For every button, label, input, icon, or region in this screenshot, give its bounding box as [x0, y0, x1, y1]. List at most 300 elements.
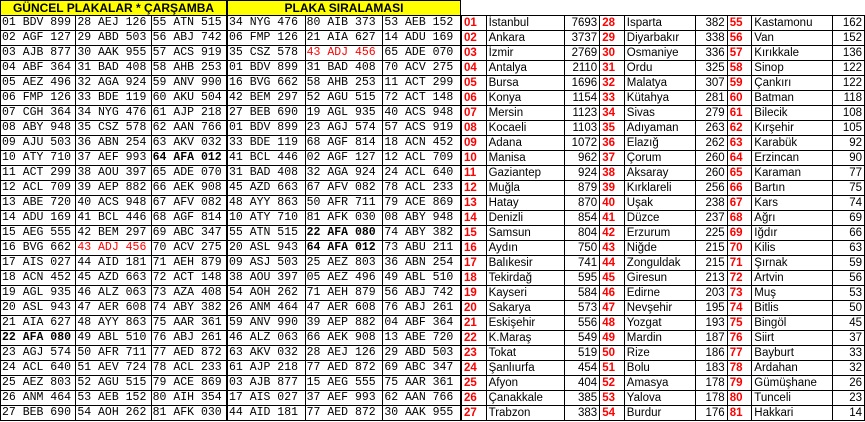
plate-number-cell: 29 — [600, 31, 625, 46]
plate-number-cell: 80 — [727, 391, 752, 406]
plate-code-cell: 10 ATY 710 — [228, 211, 306, 226]
table-row — [228, 46, 461, 61]
plate-code-cell: 79 ACE 869 — [151, 376, 226, 391]
plate-code-cell: 14 ADU 169 — [383, 31, 461, 46]
plate-code-cell: 05 AEZ 496 — [1, 76, 76, 91]
plate-code-cell: 68 AGF 814 — [305, 136, 383, 151]
plate-count-cell: 584 — [564, 286, 599, 301]
province-name-cell: Bilecik — [752, 106, 832, 121]
province-name-cell: Karabük — [752, 136, 832, 151]
plate-code-cell: 57 ACS 919 — [383, 121, 461, 136]
plate-count-cell: 69 — [832, 211, 864, 226]
plate-count-cell: 1123 — [564, 106, 599, 121]
plate-code-cell: 20 ASL 943 — [228, 241, 306, 256]
province-name-cell: Kastamonu — [752, 16, 832, 31]
province-name-cell: Elazığ — [624, 136, 695, 151]
plate-code-cell: 01 BDV 899 — [1, 16, 76, 31]
plate-count-cell: 26 — [832, 376, 864, 391]
plate-number-cell: 39 — [600, 181, 625, 196]
plate-count-cell: 77 — [832, 166, 864, 181]
plate-count-cell: 203 — [695, 286, 727, 301]
plate-number-cell: 11 — [462, 166, 487, 181]
province-name-cell: Artvin — [752, 271, 832, 286]
plate-count-cell: 14 — [832, 406, 864, 421]
table-row — [228, 226, 461, 241]
plate-number-cell: 64 — [727, 151, 752, 166]
plate-count-cell: 193 — [695, 316, 727, 331]
plate-code-cell: 33 BDE 119 — [76, 91, 151, 106]
plate-code-cell: 26 ANM 464 — [1, 391, 76, 406]
plate-number-cell: 62 — [727, 121, 752, 136]
plate-code-cell: 19 AGL 935 — [1, 286, 76, 301]
plate-count-cell: 307 — [695, 76, 727, 91]
table-row — [228, 241, 461, 256]
plate-number-cell: 34 — [600, 106, 625, 121]
province-name-cell: Bursa — [486, 76, 564, 91]
plate-number-cell: 05 — [462, 76, 487, 91]
plate-number-cell: 71 — [727, 256, 752, 271]
plate-count-cell: 1696 — [564, 76, 599, 91]
table-row — [462, 166, 865, 181]
plate-code-cell: 14 ADU 169 — [1, 211, 76, 226]
plate-code-cell: 57 ACS 919 — [151, 46, 226, 61]
table-row — [228, 106, 461, 121]
table-row — [228, 256, 461, 271]
plate-code-cell: 74 ABY 382 — [383, 226, 461, 241]
province-name-cell: İstanbul — [486, 16, 564, 31]
plate-code-cell: 55 ATN 515 — [228, 226, 306, 241]
province-name-cell: Afyon — [486, 376, 564, 391]
table-row — [462, 361, 865, 376]
plate-number-cell: 46 — [600, 286, 625, 301]
plate-number-cell: 28 — [600, 16, 625, 31]
plate-code-cell: 18 ACN 452 — [1, 271, 76, 286]
plate-number-cell: 79 — [727, 376, 752, 391]
plate-number-cell: 02 — [462, 31, 487, 46]
plate-number-cell: 26 — [462, 391, 487, 406]
plate-code-cell: 48 AYY 863 — [228, 196, 306, 211]
plate-code-cell: 31 BAD 408 — [305, 61, 383, 76]
plate-code-cell: 70 ACV 275 — [383, 61, 461, 76]
plate-count-cell: 183 — [695, 361, 727, 376]
province-name-cell: Kars — [752, 196, 832, 211]
plate-number-cell: 17 — [462, 256, 487, 271]
plate-count-cell: 63 — [832, 241, 864, 256]
plate-code-cell: 07 CGH 364 — [1, 106, 76, 121]
province-name-cell: Isparta — [624, 16, 695, 31]
plate-count-cell: 136 — [832, 46, 864, 61]
plate-number-cell: 72 — [727, 271, 752, 286]
plate-count-cell: 225 — [695, 226, 727, 241]
table-row — [462, 16, 865, 31]
plate-code-cell: 62 AAN 766 — [383, 391, 461, 406]
plate-code-cell: 12 ACL 709 — [1, 181, 76, 196]
plate-code-cell: 25 AEZ 803 — [305, 256, 383, 271]
plate-code-cell: 53 AEB 152 — [383, 16, 461, 31]
plate-code-cell: 70 ACV 275 — [151, 241, 226, 256]
table-row — [1, 376, 227, 391]
plate-code-cell: 29 ABD 503 — [383, 346, 461, 361]
plate-number-cell: 78 — [727, 361, 752, 376]
plate-code-cell: 32 AGA 924 — [76, 76, 151, 91]
plate-code-cell: 42 BEM 297 — [76, 226, 151, 241]
plate-code-cell: 41 BCL 446 — [228, 151, 306, 166]
plate-number-cell: 74 — [727, 301, 752, 316]
table-row — [462, 301, 865, 316]
plate-code-cell: 49 ABL 510 — [76, 331, 151, 346]
plate-code-cell: 59 ANV 990 — [151, 76, 226, 91]
table-row — [1, 91, 227, 106]
plate-count-cell: 870 — [564, 196, 599, 211]
plate-code-cell: 52 AGU 515 — [76, 376, 151, 391]
plate-code-cell: 64 AFA 012 — [305, 241, 383, 256]
table-row — [1, 256, 227, 271]
plate-number-cell: 44 — [600, 256, 625, 271]
plate-count-cell: 45 — [832, 316, 864, 331]
plate-code-cell: 58 AHB 253 — [151, 61, 226, 76]
province-name-cell: Konya — [486, 91, 564, 106]
province-name-cell: Ağrı — [752, 211, 832, 226]
table-row — [1, 16, 227, 31]
province-name-cell: Hatay — [486, 196, 564, 211]
table-row — [1, 61, 227, 76]
table-row — [462, 331, 865, 346]
province-name-cell: Erzincan — [752, 151, 832, 166]
plate-code-cell: 47 AER 608 — [76, 301, 151, 316]
plate-number-cell: 60 — [727, 91, 752, 106]
plate-code-cell: 75 AAR 361 — [151, 316, 226, 331]
plate-code-cell: 61 AJP 218 — [228, 361, 306, 376]
province-name-cell: Sivas — [624, 106, 695, 121]
plate-code-cell: 39 AEP 882 — [305, 316, 383, 331]
plate-number-cell: 15 — [462, 226, 487, 241]
plate-code-cell: 02 AGF 127 — [305, 151, 383, 166]
table-row — [462, 256, 865, 271]
province-name-cell: Mardin — [624, 331, 695, 346]
plate-count-cell: 879 — [564, 181, 599, 196]
province-name-cell: Balıkesir — [486, 256, 564, 271]
plate-code-cell: 36 ABN 254 — [76, 136, 151, 151]
plate-count-cell: 56 — [832, 271, 864, 286]
province-name-cell: Ardahan — [752, 361, 832, 376]
plate-count-cell: 105 — [832, 121, 864, 136]
plate-number-cell: 75 — [727, 316, 752, 331]
province-name-cell: Amasya — [624, 376, 695, 391]
plate-code-cell: 46 ALZ 063 — [76, 286, 151, 301]
table-row — [1, 121, 227, 136]
province-name-cell: Kırşehir — [752, 121, 832, 136]
plate-number-cell: 41 — [600, 211, 625, 226]
plate-code-cell: 19 AGL 935 — [305, 106, 383, 121]
plate-code-cell: 21 AIA 627 — [1, 316, 76, 331]
table-row — [462, 31, 865, 46]
province-name-cell: Uşak — [624, 196, 695, 211]
plate-count-cell: 338 — [695, 31, 727, 46]
plate-code-cell: 72 ACT 148 — [383, 91, 461, 106]
province-name-cell: Gümüşhane — [752, 376, 832, 391]
plate-code-cell: 17 AIS 027 — [1, 256, 76, 271]
province-name-cell: Nevşehir — [624, 301, 695, 316]
plate-code-cell: 33 BDE 119 — [228, 136, 306, 151]
table-row — [1, 301, 227, 316]
plate-code-cell: 31 BAD 408 — [228, 166, 306, 181]
plate-code-cell: 35 CSZ 578 — [228, 46, 306, 61]
plate-code-cell: 67 AFV 082 — [151, 196, 226, 211]
plate-number-cell: 76 — [727, 331, 752, 346]
plate-number-cell: 81 — [727, 406, 752, 421]
table-row — [462, 151, 865, 166]
table-row — [462, 406, 865, 421]
plate-number-cell: 22 — [462, 331, 487, 346]
plate-code-cell: 54 AOH 262 — [76, 406, 151, 421]
plate-number-cell: 45 — [600, 271, 625, 286]
province-name-cell: Manisa — [486, 151, 564, 166]
plate-code-cell: 13 ABE 720 — [383, 331, 461, 346]
plate-number-cell: 73 — [727, 286, 752, 301]
table-row — [228, 376, 461, 391]
table-row — [228, 91, 461, 106]
plate-number-cell: 56 — [727, 31, 752, 46]
province-name-cell: Trabzon — [486, 406, 564, 421]
plate-code-cell: 24 ACL 640 — [383, 166, 461, 181]
plate-count-cell: 50 — [832, 301, 864, 316]
table-row — [228, 61, 461, 76]
table-row — [228, 346, 461, 361]
plate-code-cell: 66 AEK 908 — [151, 181, 226, 196]
plate-code-cell: 31 BAD 408 — [76, 61, 151, 76]
plate-count-cell: 1103 — [564, 121, 599, 136]
plate-code-cell: 22 AFA 080 — [1, 331, 76, 346]
plate-code-cell: 79 ACE 869 — [383, 196, 461, 211]
province-name-cell: Bingöl — [752, 316, 832, 331]
province-name-cell: Aydın — [486, 241, 564, 256]
plate-count-cell: 187 — [695, 331, 727, 346]
province-name-cell: Malatya — [624, 76, 695, 91]
table-row — [1, 241, 227, 256]
plate-code-cell: 71 AEH 879 — [305, 286, 383, 301]
plate-count-cell: 804 — [564, 226, 599, 241]
plate-code-cell: 30 AAK 955 — [76, 46, 151, 61]
province-name-cell: Şırnak — [752, 256, 832, 271]
plate-number-cell: 01 — [462, 16, 487, 31]
table-row — [462, 61, 865, 76]
plate-code-cell: 81 AFK 030 — [305, 211, 383, 226]
plate-number-cell: 35 — [600, 121, 625, 136]
plate-number-cell: 27 — [462, 406, 487, 421]
plate-code-cell: 26 ANM 464 — [228, 301, 306, 316]
plate-number-cell: 58 — [727, 61, 752, 76]
plate-count-cell: 454 — [564, 361, 599, 376]
table-row — [462, 391, 865, 406]
plate-number-cell: 23 — [462, 346, 487, 361]
plate-code-cell: 11 ACT 299 — [383, 76, 461, 91]
table-row — [228, 151, 461, 166]
table-row — [462, 241, 865, 256]
table-row — [228, 301, 461, 316]
plate-code-cell: 06 FMP 126 — [228, 31, 306, 46]
plate-number-cell: 09 — [462, 136, 487, 151]
plate-code-cell: 55 ATN 515 — [151, 16, 226, 31]
plate-count-cell: 924 — [564, 166, 599, 181]
table-row — [1, 331, 227, 346]
plate-code-cell: 58 AHB 253 — [305, 76, 383, 91]
plate-count-cell: 37 — [832, 331, 864, 346]
plate-code-cell: 69 ABC 347 — [151, 226, 226, 241]
plate-number-cell: 47 — [600, 301, 625, 316]
province-name-cell: Osmaniye — [624, 46, 695, 61]
table-row — [228, 31, 461, 46]
table-row — [228, 166, 461, 181]
table-row — [462, 106, 865, 121]
table-row — [462, 76, 865, 91]
table-row — [1, 151, 227, 166]
province-name-cell: Kayseri — [486, 286, 564, 301]
plate-number-cell: 19 — [462, 286, 487, 301]
plate-number-cell: 32 — [600, 76, 625, 91]
plate-count-cell: 75 — [832, 181, 864, 196]
table-row — [1, 226, 227, 241]
plate-code-cell: 80 AIH 354 — [151, 391, 226, 406]
plate-count-cell: 238 — [695, 196, 727, 211]
plate-code-cell: 27 BEB 690 — [228, 106, 306, 121]
plate-number-cell: 33 — [600, 91, 625, 106]
plate-code-cell: 65 ADE 070 — [151, 166, 226, 181]
province-name-cell: Erzurum — [624, 226, 695, 241]
plate-count-cell: 195 — [695, 301, 727, 316]
plate-count-cell: 325 — [695, 61, 727, 76]
plate-code-cell: 56 ABJ 742 — [151, 31, 226, 46]
plate-code-cell: 75 AAR 361 — [383, 376, 461, 391]
plate-count-cell: 573 — [564, 301, 599, 316]
plate-code-cell: 52 AGU 515 — [305, 91, 383, 106]
plate-code-cell: 59 ANV 990 — [228, 316, 306, 331]
plate-number-cell: 37 — [600, 151, 625, 166]
plate-code-cell: 47 AER 608 — [305, 301, 383, 316]
plate-count-cell: 750 — [564, 241, 599, 256]
plate-number-cell: 63 — [727, 136, 752, 151]
header-current-plates: GÜNCEL PLAKALAR * ÇARŞAMBA — [0, 0, 227, 16]
plate-code-cell: 68 AGF 814 — [151, 211, 226, 226]
province-name-cell: İzmir — [486, 46, 564, 61]
plate-count-cell: 549 — [564, 331, 599, 346]
plate-code-cell: 20 ASL 943 — [1, 301, 76, 316]
plate-number-cell: 38 — [600, 166, 625, 181]
plate-code-cell: 24 ACL 640 — [1, 361, 76, 376]
plate-code-cell: 06 FMP 126 — [1, 91, 76, 106]
plate-count-cell: 3737 — [564, 31, 599, 46]
province-name-cell: Yalova — [624, 391, 695, 406]
plate-code-cell: 15 AEG 555 — [305, 376, 383, 391]
header-plate-ranking: PLAKA SIRALAMASI — [227, 0, 461, 16]
table-row — [1, 361, 227, 376]
table-row — [228, 196, 461, 211]
plate-code-cell: 01 BDV 899 — [228, 121, 306, 136]
plate-count-cell: 178 — [695, 391, 727, 406]
table-row — [228, 271, 461, 286]
plate-code-cell: 28 AEJ 126 — [76, 16, 151, 31]
province-name-cell: Düzce — [624, 211, 695, 226]
province-name-cell: Kocaeli — [486, 121, 564, 136]
current-plates-table — [0, 15, 227, 421]
plate-code-cell: 77 AED 872 — [151, 346, 226, 361]
plate-count-cell: 53 — [832, 286, 864, 301]
plate-code-cell: 50 AFR 711 — [305, 196, 383, 211]
plate-code-cell: 22 AFA 080 — [305, 226, 383, 241]
province-name-cell: Tokat — [486, 346, 564, 361]
table-row — [462, 211, 865, 226]
table-row — [462, 286, 865, 301]
plate-code-cell: 03 AJB 877 — [228, 376, 306, 391]
plate-code-cell: 43 ADJ 456 — [76, 241, 151, 256]
province-name-cell: Zonguldak — [624, 256, 695, 271]
plate-number-cell: 24 — [462, 361, 487, 376]
plate-code-cell: 71 AEH 879 — [151, 256, 226, 271]
plate-count-cell: 176 — [695, 406, 727, 421]
plate-count-cell: 32 — [832, 361, 864, 376]
plate-code-cell: 23 AGJ 574 — [305, 121, 383, 136]
plate-code-cell: 37 AEF 993 — [305, 391, 383, 406]
table-row — [1, 181, 227, 196]
plate-number-cell: 20 — [462, 301, 487, 316]
plate-code-cell: 34 NYG 476 — [228, 16, 306, 31]
plate-code-cell: 18 ACN 452 — [383, 136, 461, 151]
province-name-cell: Kütahya — [624, 91, 695, 106]
plate-count-cell: 74 — [832, 196, 864, 211]
plate-count-cell: 122 — [832, 61, 864, 76]
plate-code-cell: 44 AID 181 — [76, 256, 151, 271]
table-row — [228, 136, 461, 151]
table-row — [1, 391, 227, 406]
table-row — [1, 136, 227, 151]
plate-number-cell: 70 — [727, 241, 752, 256]
plate-code-cell: 67 AFV 082 — [305, 181, 383, 196]
plate-code-cell: 34 NYG 476 — [76, 106, 151, 121]
plate-count-cell: 215 — [695, 256, 727, 271]
province-name-cell: Aksaray — [624, 166, 695, 181]
plate-count-cell: 33 — [832, 346, 864, 361]
province-name-cell: Diyarbakır — [624, 31, 695, 46]
plate-code-cell: 29 ABD 503 — [76, 31, 151, 46]
province-name-cell: Bayburt — [752, 346, 832, 361]
plate-count-cell: 213 — [695, 271, 727, 286]
table-row — [1, 166, 227, 181]
plate-number-cell: 25 — [462, 376, 487, 391]
plate-number-cell: 06 — [462, 91, 487, 106]
table-row — [228, 16, 461, 31]
plate-code-cell: 16 BVG 662 — [228, 76, 306, 91]
plate-count-cell: 7693 — [564, 16, 599, 31]
table-row — [462, 346, 865, 361]
plate-code-cell: 45 AZD 663 — [228, 181, 306, 196]
table-row — [462, 226, 865, 241]
plate-code-cell: 27 BEB 690 — [1, 406, 76, 421]
plate-number-cell: 07 — [462, 106, 487, 121]
table-row — [462, 376, 865, 391]
table-row — [228, 331, 461, 346]
plate-code-cell: 37 AEF 993 — [76, 151, 151, 166]
plate-number-cell: 10 — [462, 151, 487, 166]
plate-number-cell: 36 — [600, 136, 625, 151]
plate-code-cell: 03 AJB 877 — [1, 46, 76, 61]
plate-code-cell: 10 ATY 710 — [1, 151, 76, 166]
plate-code-cell: 42 BEM 297 — [228, 91, 306, 106]
province-name-cell: Muş — [752, 286, 832, 301]
plate-count-cell: 263 — [695, 121, 727, 136]
plate-count-cell: 237 — [695, 211, 727, 226]
table-row — [1, 406, 227, 421]
plate-count-cell: 260 — [695, 166, 727, 181]
province-name-cell: Iğdır — [752, 226, 832, 241]
